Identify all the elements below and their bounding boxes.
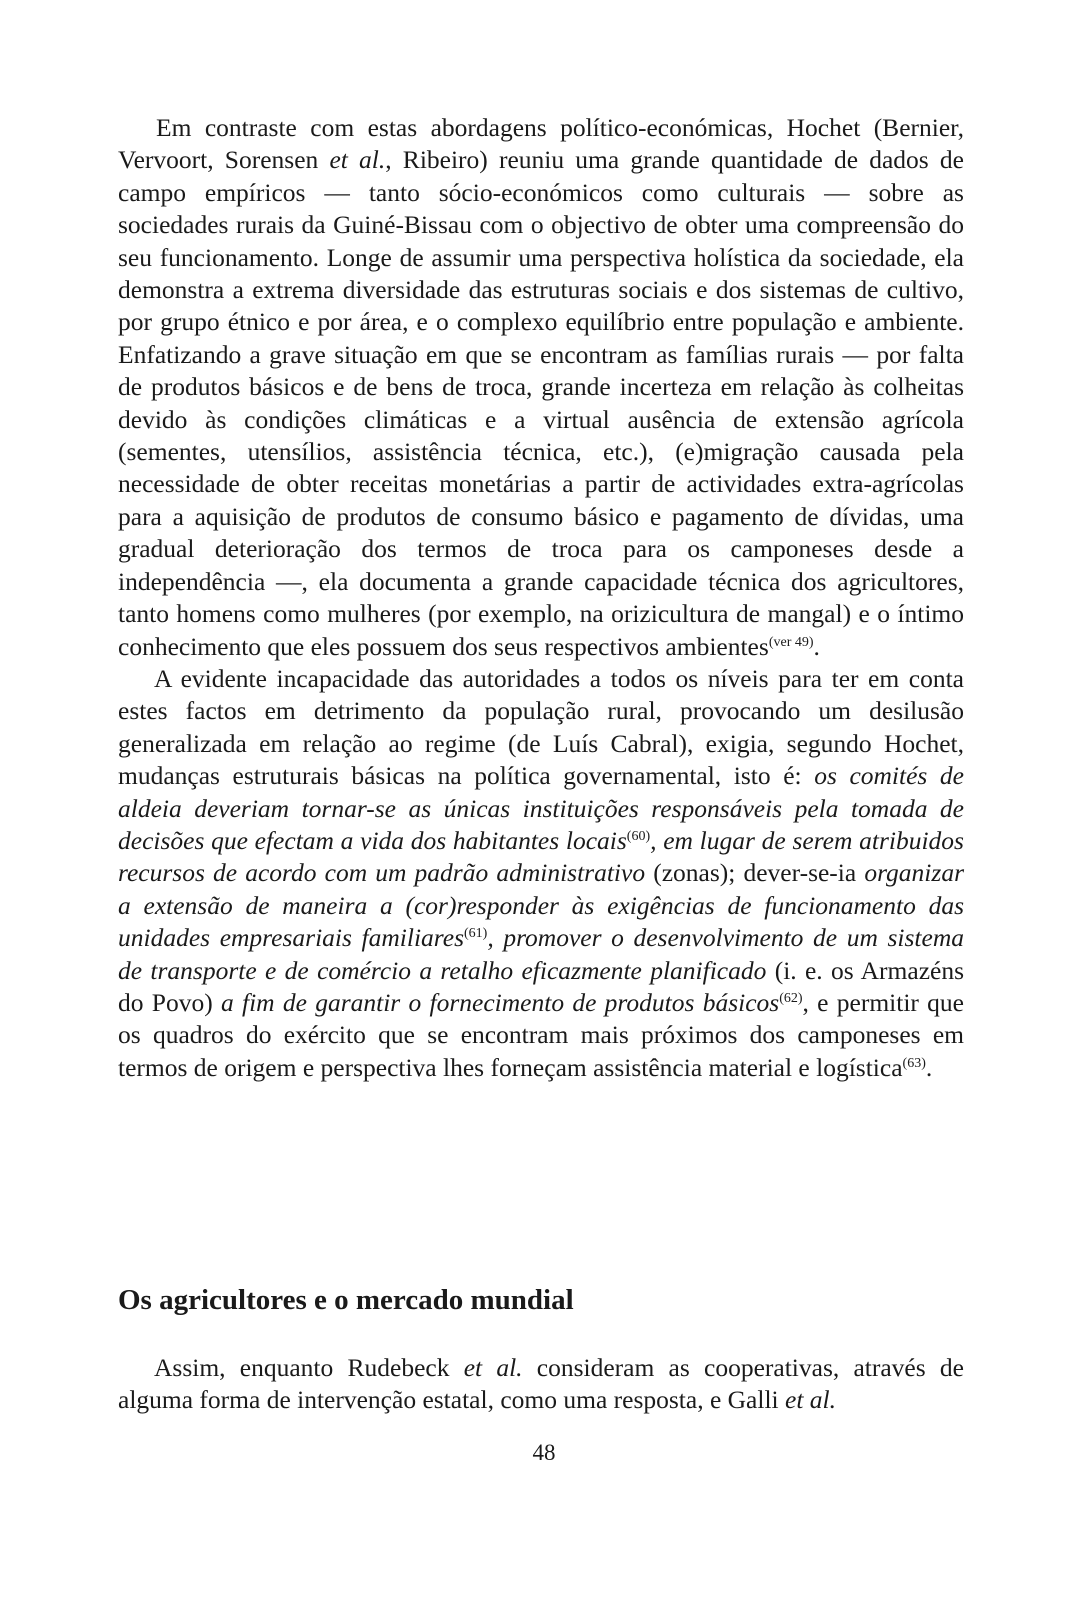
body-text-continued — [118, 1352, 964, 1417]
italic-run: , promover o desenvolvimento de um sistema de transporte e de comércio a retalho eficazmente planificado — [118, 923, 964, 985]
footnote-ref: (61) — [464, 926, 488, 942]
italic-run: , em lugar de serem atribuidos recursos de acordo com um padrão administrativo — [118, 825, 964, 888]
text-run: , e permitir que os quadros do exército que se encontram mais próximos dos camponeses em termos de origem e perspectiva lhes forneçam assistência material e logística — [118, 987, 964, 1082]
footnote-ref: (60) — [626, 828, 651, 844]
text-run: A evidente incapacidade das autoridades a todos os níveis para ter em conta estes factos em detrimento da população rural, provocando um desilusão generalizada em relação ao regime (de Luís Cabral), exigia, segundo Hochet, mudanças estruturais básicas na política governamental, isto é: — [118, 663, 964, 791]
text-run: , Ribeiro) reuniu uma grande quantidade de dados de campo empíricos — tanto sócio-económicos como culturais — sobre as sociedades rurais da Guiné-Bissau com o objectivo de obter uma compreensão do seu funcionamento. Longe de assumir uma perspectiva holística da sociedade, ela demonstra a extrema diversidade das estruturas sociais e dos sistemas de cultivo, por grupo étnico e por área, e o complexo equilíbrio entre população e ambiente. Enfatizando a grave situação em que se encontram as famílias rurais — por falta de produtos básicos e de bens de troca, grande incerteza em relação às colheitas devido às condições climáticas e a virtual ausência de extensão agrícola (sementes, utensílios, assistência técnica, etc.), (e)migração causada pela necessidade de obter receitas monetárias a partir de actividades extra-agrícolas para a aquisição de produtos de consumo básico e pagamento de dívidas, uma gradual deterioração dos termos de troca para os camponeses desde a independência —, ela documenta a grande capacidade técnica dos agricultores, tanto homens como mulheres (por exemplo, na orizicultura de mangal) e o íntimo conhecimento que eles possuem dos seus respectivos ambientes — [118, 145, 964, 661]
body-text — [118, 112, 964, 1084]
text-run: Assim, enquanto Rudebeck — [154, 1353, 464, 1382]
text-run: Em contraste com estas abordagens político-económicas, Hochet (Bernier, Vervoort, Sorensen — [118, 113, 964, 175]
italic-run: et al. — [785, 1385, 836, 1415]
italic-run: a fim de garantir o fornecimento de produtos básicos — [220, 987, 780, 1017]
paragraph-3 — [118, 1352, 964, 1417]
paragraph-1 — [118, 112, 964, 663]
italic-run: et al. — [329, 145, 386, 175]
text-run: consideram as cooperativas, através de alguma forma de intervenção estatal, como uma resposta, e Galli — [118, 1353, 964, 1415]
text-run: (zonas); dever-se-ia — [645, 858, 865, 888]
paragraph-2 — [118, 663, 964, 1084]
footnote-ref: (62) — [779, 990, 803, 1006]
footnote-ref: (63) — [902, 1055, 926, 1071]
footnote-ref: (ver 49) — [768, 634, 814, 650]
text-run: . — [925, 1052, 933, 1082]
italic-run: organizar a extensão de maneira a (cor)responder às exigências de funcionamento das unidades empresariais familiares — [118, 858, 964, 953]
section-heading: Os agricultores e o mercado mundial — [118, 1284, 574, 1316]
text-run: . — [813, 631, 820, 661]
italic-run: et al. — [463, 1353, 523, 1382]
page-number: 48 — [532, 1440, 556, 1465]
italic-run: os comités de aldeia deveriam tornar-se as únicas instituições responsáveis pela tomada de decisões que efectam a vida dos habitantes locais — [118, 761, 964, 855]
text-run: (i. e. os Armazéns do Povo) — [118, 955, 964, 1017]
